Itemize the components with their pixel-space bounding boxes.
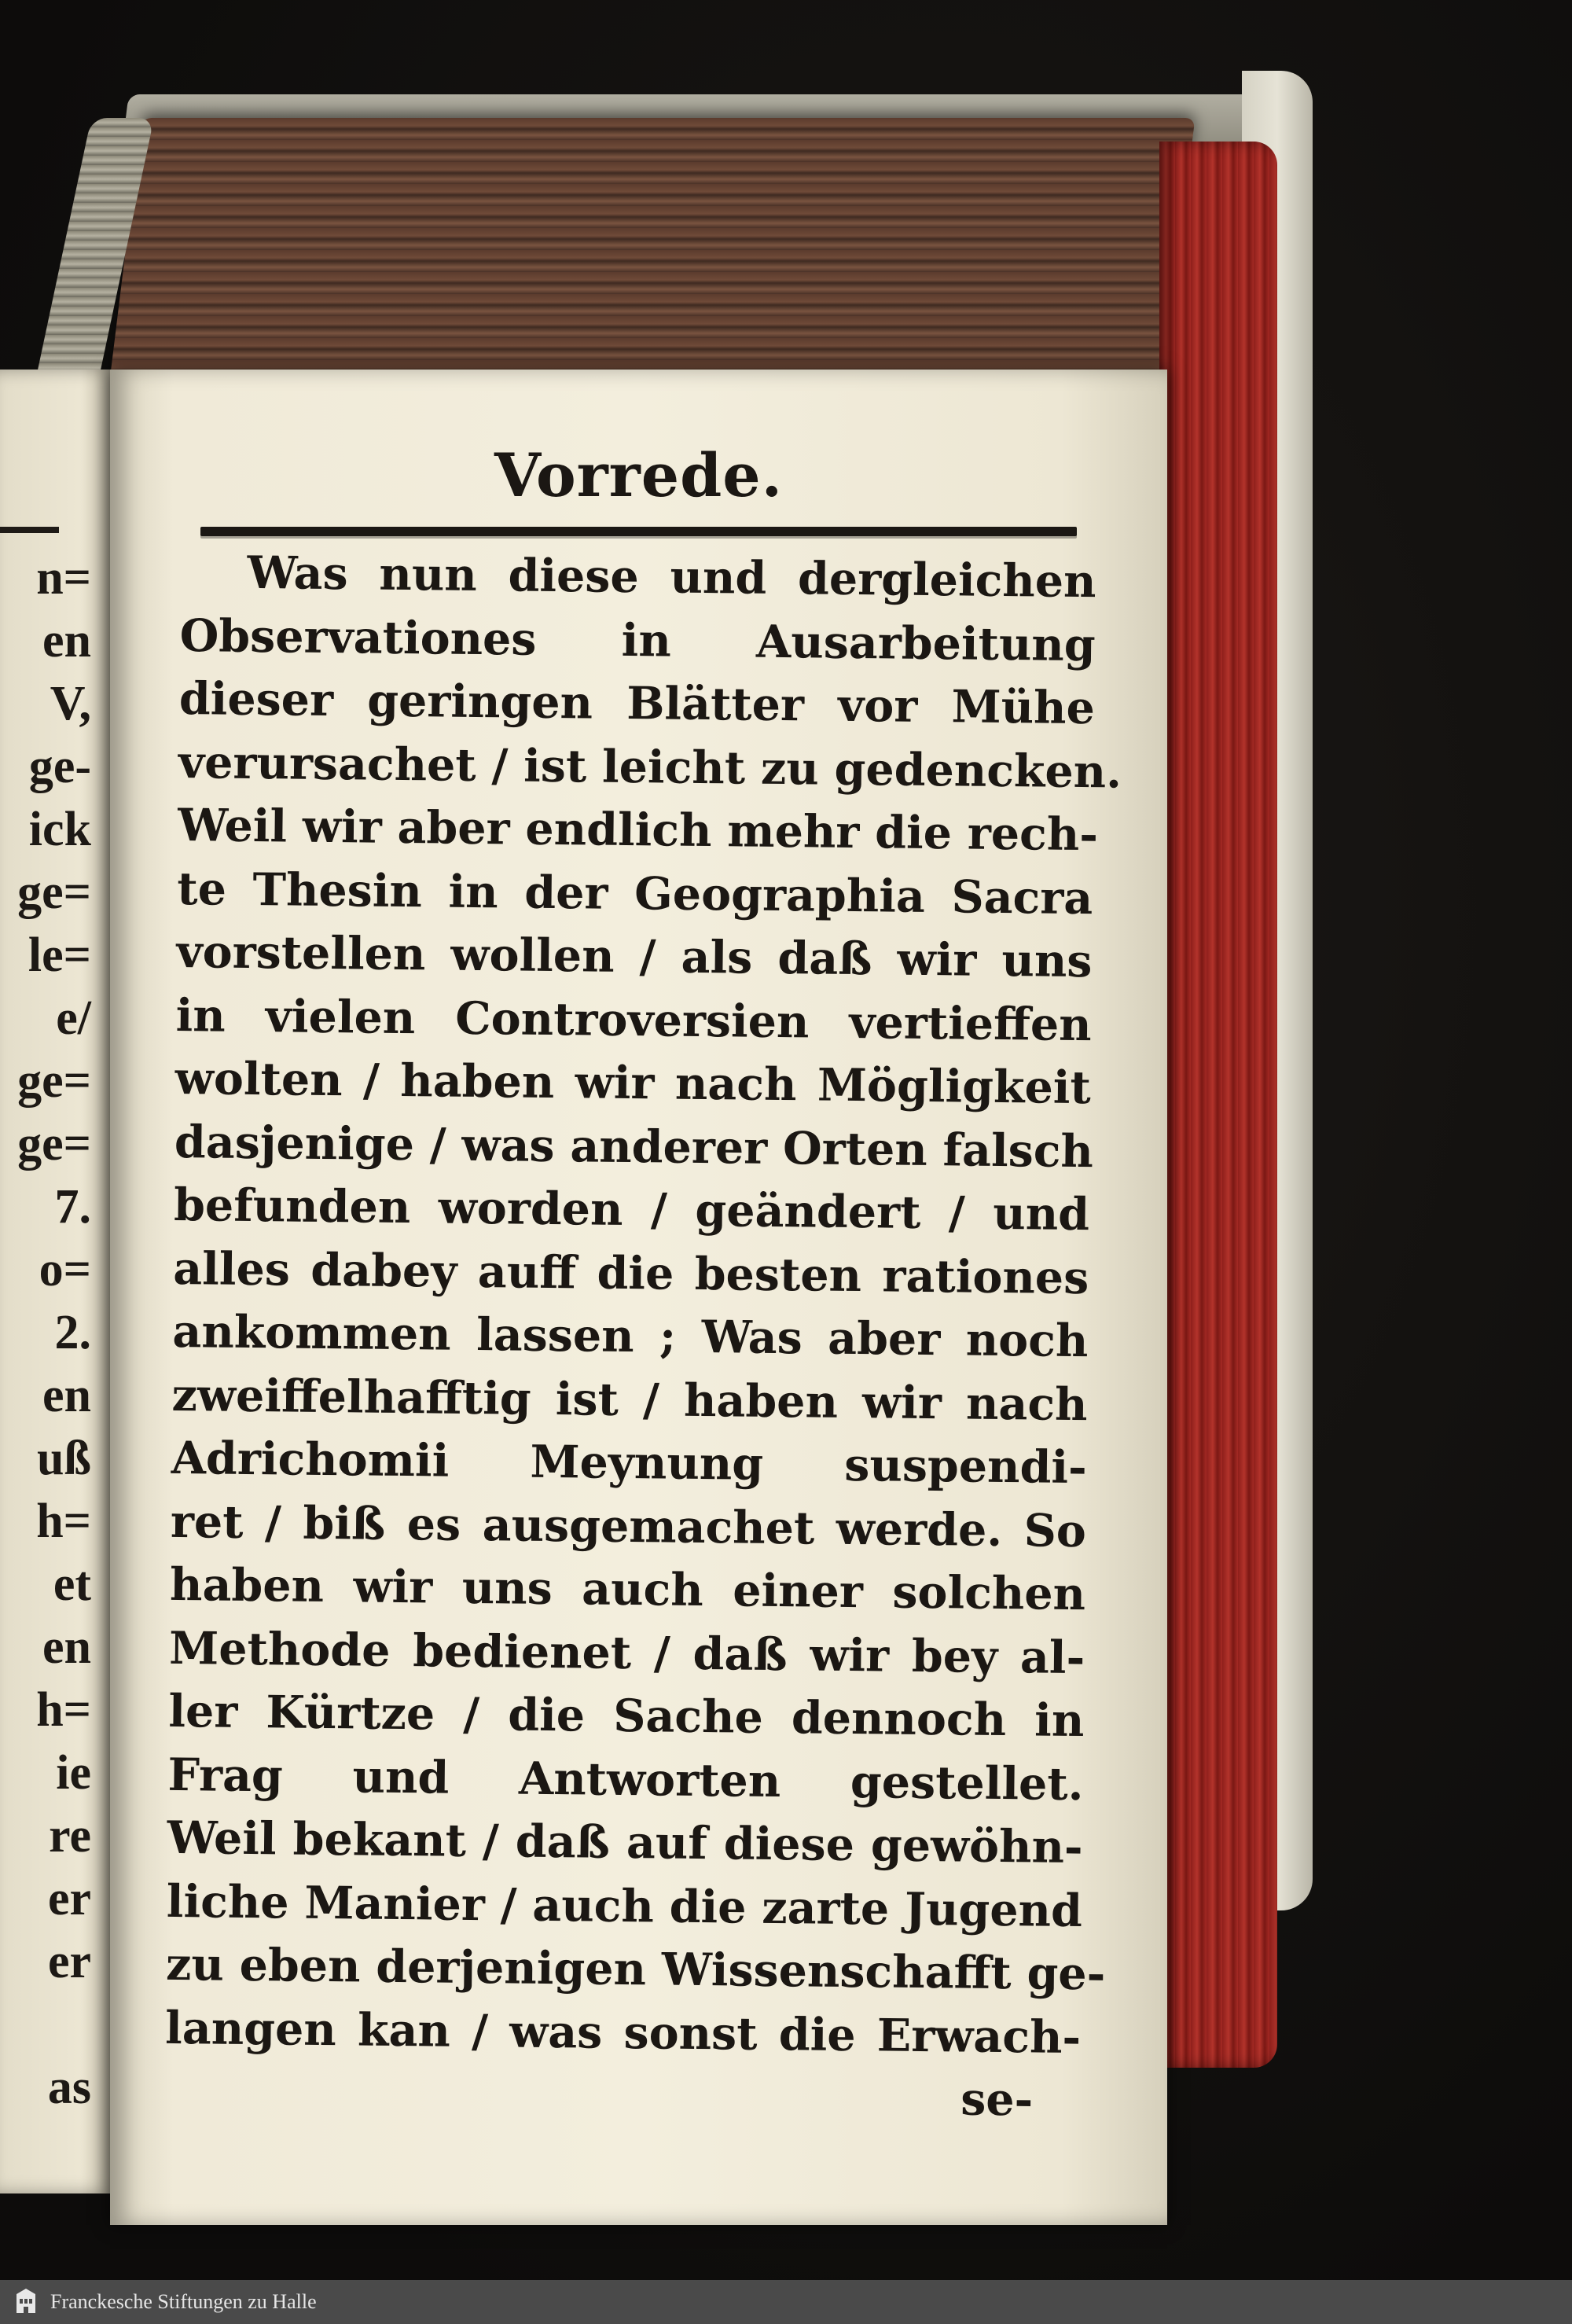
- left-page-fragment: uß: [37, 1432, 91, 1485]
- page-header: Vorrede.: [494, 440, 784, 510]
- left-page-fragment: n=: [36, 551, 91, 605]
- text-line: Was nun diese und dergleichen: [247, 546, 1096, 609]
- left-page-text: [0, 546, 113, 2119]
- text-line: befunden worden / geändert / und: [173, 1178, 1090, 1241]
- text-line: ret / biß es ausgemachet werde. So: [170, 1495, 1087, 1557]
- left-page-fragment: ge=: [17, 1054, 91, 1108]
- left-page-fragment: e/: [56, 991, 91, 1045]
- left-page-fragment: er: [47, 1872, 91, 1925]
- left-page-fragment: en: [42, 1620, 91, 1674]
- left-page-fragment: re: [49, 1809, 91, 1863]
- body-text: [164, 541, 1122, 2133]
- text-line: Weil wir aber endlich mehr die rech-: [177, 798, 1099, 862]
- left-page-fragment: le=: [28, 928, 91, 982]
- left-page-fragment: V,: [50, 677, 91, 730]
- text-line: alles dabey auff die besten rationes: [172, 1241, 1089, 1304]
- text-line: ankommen lassen ; Was aber noch: [172, 1304, 1089, 1368]
- text-line: te Thesin in der Geographia Sacra: [177, 862, 1093, 925]
- left-page-fragment: 2.: [54, 1306, 91, 1359]
- left-page-fragment: ie: [56, 1746, 91, 1800]
- left-header-rule: [0, 527, 59, 533]
- left-page-fragment: 7.: [54, 1180, 91, 1234]
- text-line: verursachet / ist leicht zu gedencken.: [178, 735, 1122, 799]
- text-line: ler Kürtze / die Sache dennoch in: [168, 1684, 1085, 1748]
- left-page-fragment: ge=: [17, 1117, 91, 1171]
- text-line: dieser geringen Blätter vor Mühe: [178, 671, 1096, 735]
- text-line: Frag und Antworten gestellet.: [167, 1748, 1084, 1811]
- catchword: se-: [960, 2072, 1034, 2127]
- text-line: zu eben derjenigen Wissenschafft ge-: [165, 1937, 1106, 2001]
- right-page: [110, 370, 1167, 2225]
- page-edges-top: [110, 118, 1196, 377]
- franckesche-stiftungen-logo-icon: [13, 2286, 39, 2318]
- left-page-fragment: o=: [39, 1243, 91, 1296]
- text-line: Adrichomii Meynung suspendi-: [171, 1431, 1088, 1495]
- left-page-fragment: [0, 1993, 113, 2056]
- left-page-fragment: ge-: [28, 740, 91, 793]
- left-page-fragment: en: [42, 1369, 91, 1422]
- text-line: langen kan / was sonst die Erwach-: [164, 2001, 1082, 2064]
- header-rule: [200, 527, 1077, 536]
- text-line: liche Manier / auch die zarte Jugend: [166, 1874, 1083, 1937]
- left-page-fragment: er: [47, 1935, 91, 1988]
- text-line: zweiffelhafftig ist / haben wir nach: [171, 1368, 1088, 1431]
- left-page-fragment: et: [53, 1557, 91, 1611]
- text-line: Methode bedienet / daß wir bey al-: [168, 1621, 1085, 1684]
- left-page-fragment: as: [47, 2061, 91, 2114]
- text-line: dasjenige / was anderer Orten falsch: [174, 1115, 1094, 1178]
- text-line: vorstellen wollen / als daß wir uns: [176, 925, 1093, 988]
- text-line: Weil bekant / daß auf diese gewöhn-: [167, 1811, 1084, 1874]
- red-fore-edge: [1159, 142, 1277, 2068]
- left-page-fragment: h=: [36, 1495, 91, 1548]
- left-page-fragment: en: [42, 614, 91, 667]
- left-facing-page: [0, 370, 114, 2193]
- footer-credit: Franckesche Stiftungen zu Halle: [50, 2290, 317, 2313]
- left-page-fragment: ick: [28, 803, 91, 856]
- text-line: haben wir uns auch einer solchen: [169, 1557, 1086, 1621]
- footer-bar: [0, 2280, 1572, 2324]
- left-page-fragment: h=: [36, 1683, 91, 1737]
- text-line: Observationes in Ausarbeitung: [179, 609, 1096, 671]
- text-line: in vielen Controversien vertieffen: [175, 988, 1092, 1051]
- left-page-fragment: ge=: [17, 866, 91, 919]
- text-line: wolten / haben wir nach Mögligkeit: [174, 1051, 1092, 1115]
